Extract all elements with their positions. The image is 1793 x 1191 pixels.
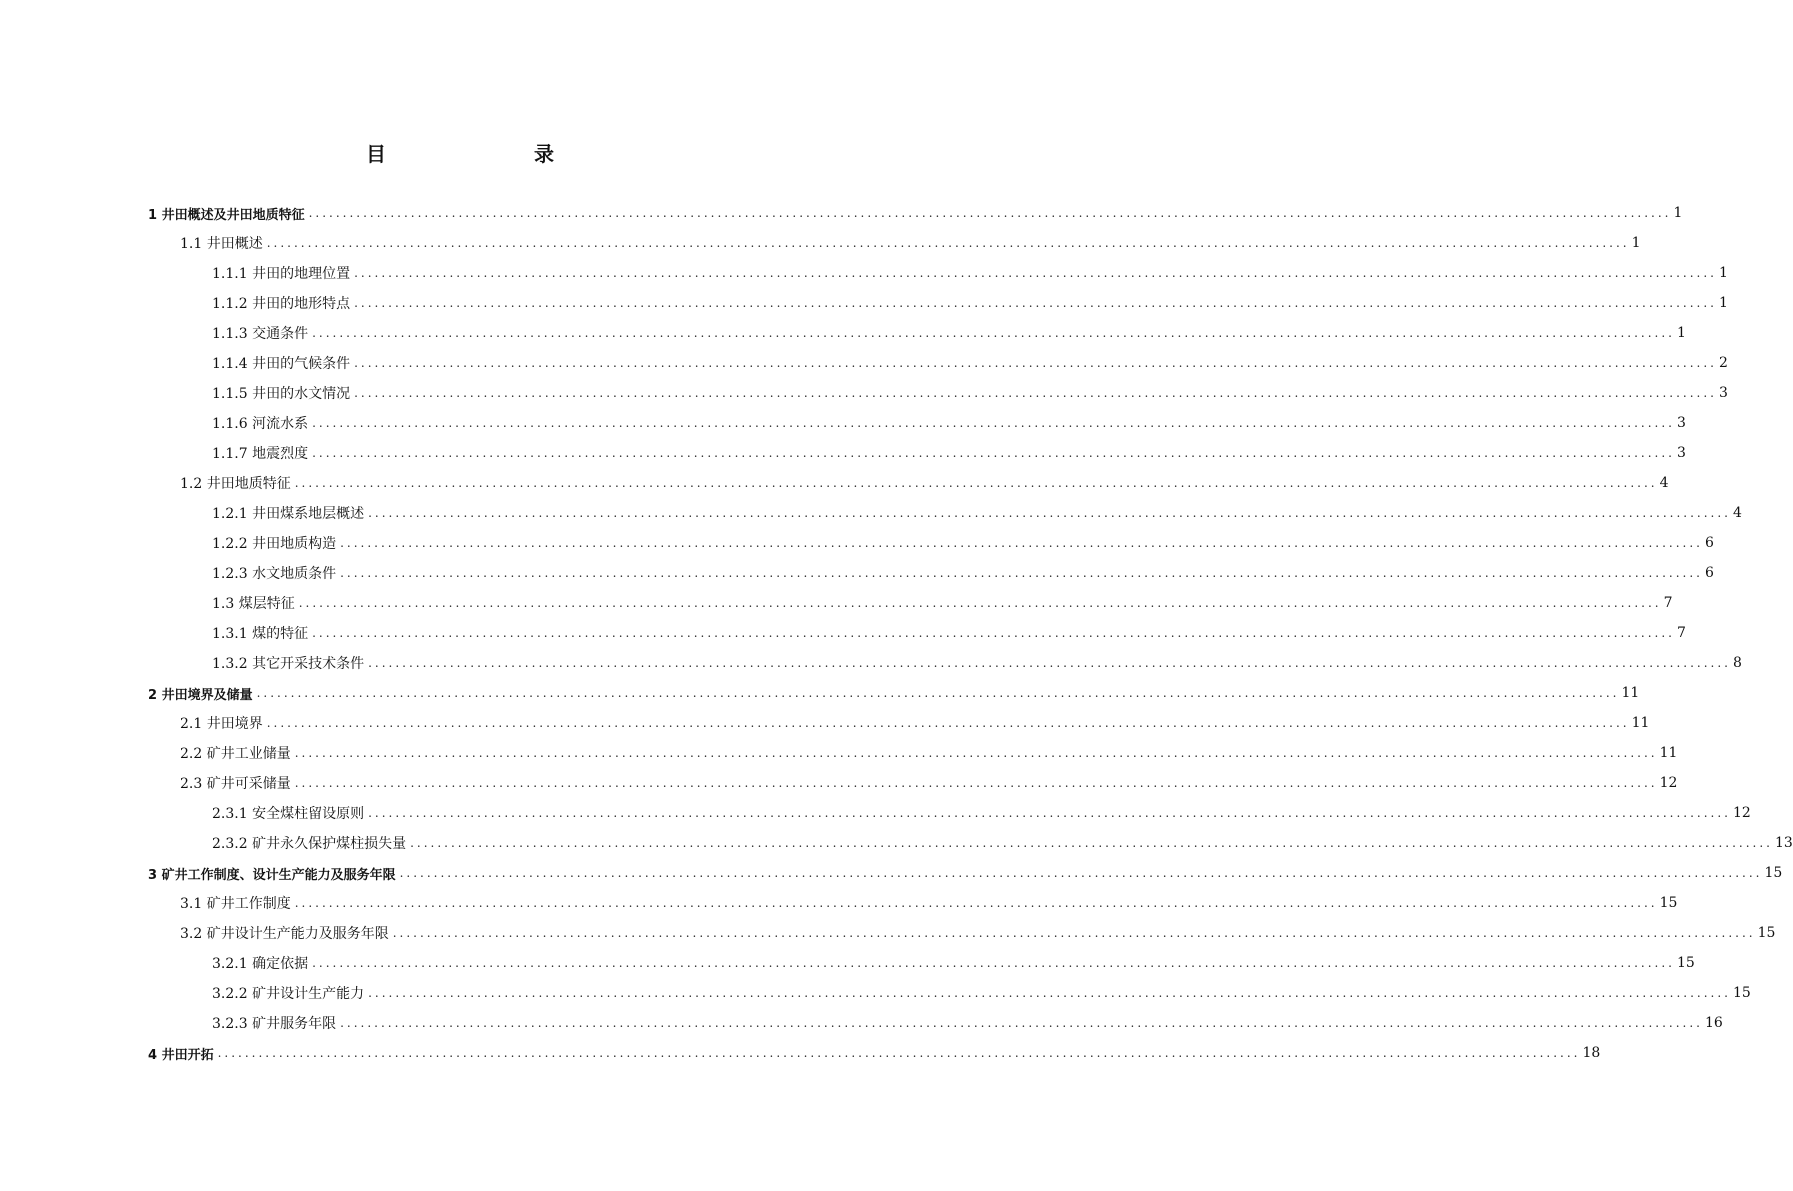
toc-entry-label: 3 矿井工作制度、设计生产能力及服务年限 <box>148 867 396 883</box>
toc-leader-dots: ........................................................................................................................................................................................................ <box>354 386 1717 400</box>
toc-leader-dots: ........................................................................................................................................................................................................ <box>312 626 1675 640</box>
toc-leader-dots: ........................................................................................................................................................................................................ <box>266 716 1630 730</box>
toc-entry[interactable] <box>212 1008 1723 1038</box>
toc-entry[interactable] <box>212 408 1686 438</box>
toc-entry[interactable] <box>212 558 1714 588</box>
toc-entry-page-number: 1 <box>1673 205 1683 221</box>
toc-leader-dots: ........................................................................................................................................................................................................ <box>294 476 1658 490</box>
toc-entry-page-number: 1 <box>1676 325 1686 341</box>
toc-entry-page-number: 1 <box>1631 235 1641 251</box>
toc-entry-label: 3.2.1 确定依据 <box>212 956 309 972</box>
toc-entry[interactable] <box>180 888 1678 918</box>
toc-entry-page-number: 3 <box>1676 415 1686 431</box>
toc-entry-label: 3.2.2 矿井设计生产能力 <box>212 986 365 1002</box>
toc-entry[interactable] <box>212 798 1751 828</box>
toc-leader-dots: ........................................................................................................................................................................................................ <box>399 866 1763 880</box>
toc-entry-label: 3.1 矿井工作制度 <box>180 896 291 912</box>
toc-leader-dots: ........................................................................................................................................................................................................ <box>312 446 1675 460</box>
toc-entry-page-number: 7 <box>1663 595 1673 611</box>
toc-entry-label: 1.2.3 水文地质条件 <box>212 566 337 582</box>
toc-entry-label: 1.1.6 河流水系 <box>212 416 309 432</box>
toc-entry-label: 1.1.4 井田的气候条件 <box>212 356 351 372</box>
toc-entry[interactable] <box>180 708 1650 738</box>
toc-entry[interactable] <box>180 738 1678 768</box>
toc-entry-page-number: 15 <box>1764 865 1783 881</box>
toc-entry-label: 1.1 井田概述 <box>180 236 263 252</box>
toc-entry-page-number: 4 <box>1659 475 1669 491</box>
toc-leader-dots: ........................................................................................................................................................................................................ <box>368 986 1731 1000</box>
toc-entry[interactable] <box>212 528 1714 558</box>
toc-entry-label: 1.3.2 其它开采技术条件 <box>212 656 365 672</box>
toc-entry-page-number: 4 <box>1732 505 1742 521</box>
toc-entry-page-number: 15 <box>1659 895 1678 911</box>
toc-entry[interactable] <box>212 948 1695 978</box>
toc-entry-label: 1.1.7 地震烈度 <box>212 446 309 462</box>
toc-entry-page-number: 12 <box>1732 805 1751 821</box>
toc-entry[interactable] <box>212 498 1742 528</box>
toc-entry-label: 2.2 矿井工业储量 <box>180 746 291 762</box>
toc-leader-dots: ........................................................................................................................................................................................................ <box>340 536 1703 550</box>
toc-entry[interactable] <box>212 288 1728 318</box>
toc-leader-dots: ........................................................................................................................................................................................................ <box>294 776 1658 790</box>
toc-entry-label: 3.2.3 矿井服务年限 <box>212 1016 337 1032</box>
toc-entry-label: 1 井田概述及井田地质特征 <box>148 207 305 223</box>
toc-entry-page-number: 1 <box>1718 265 1728 281</box>
toc-entry-page-number: 13 <box>1774 835 1793 851</box>
toc-leader-dots: ........................................................................................................................................................................................................ <box>298 596 1662 610</box>
toc-leader-dots: ........................................................................................................................................................................................................ <box>294 746 1658 760</box>
toc-entry-page-number: 11 <box>1659 745 1678 761</box>
toc-entry[interactable] <box>180 468 1669 498</box>
toc-entry-label: 2.3.1 安全煤柱留设原则 <box>212 806 365 822</box>
toc-entry-page-number: 15 <box>1676 955 1695 971</box>
toc-entry-label: 2.3.2 矿井永久保护煤柱损失量 <box>212 836 407 852</box>
toc-entry[interactable] <box>212 978 1751 1008</box>
toc-entry-page-number: 12 <box>1659 775 1678 791</box>
toc-entry[interactable] <box>212 318 1686 348</box>
toc-entry[interactable] <box>212 438 1686 468</box>
toc-entry-page-number: 15 <box>1757 925 1776 941</box>
toc-entry-page-number: 8 <box>1732 655 1742 671</box>
toc-entry-label: 1.1.2 井田的地形特点 <box>212 296 351 312</box>
toc-entry[interactable] <box>212 618 1686 648</box>
toc-entry[interactable] <box>212 588 1673 618</box>
toc-entry-page-number: 3 <box>1676 445 1686 461</box>
toc-leader-dots: ........................................................................................................................................................................................................ <box>340 1016 1703 1030</box>
toc-leader-dots: ........................................................................................................................................................................................................ <box>354 356 1717 370</box>
toc-entry-page-number: 15 <box>1732 985 1751 1001</box>
toc-entry[interactable] <box>212 258 1728 288</box>
toc-entry-label: 1.1.3 交通条件 <box>212 326 309 342</box>
toc-entry-page-number: 6 <box>1704 565 1714 581</box>
toc-leader-dots: ........................................................................................................................................................................................................ <box>368 656 1731 670</box>
toc-leader-dots: ........................................................................................................................................................................................................ <box>312 416 1675 430</box>
toc-entry-label: 2.1 井田境界 <box>180 716 263 732</box>
toc-entry[interactable] <box>148 858 1783 888</box>
toc-leader-dots: ........................................................................................................................................................................................................ <box>340 566 1703 580</box>
toc-entry-page-number: 11 <box>1621 685 1640 701</box>
toc-entry-page-number: 6 <box>1704 535 1714 551</box>
toc-entry-page-number: 3 <box>1718 385 1728 401</box>
toc-entry[interactable] <box>148 198 1683 228</box>
toc-leader-dots: ........................................................................................................................................................................................................ <box>354 296 1717 310</box>
toc-entry[interactable] <box>212 828 1793 858</box>
toc-entry-label: 1.2.1 井田煤系地层概述 <box>212 506 365 522</box>
toc-leader-dots: ........................................................................................................................................................................................................ <box>368 506 1731 520</box>
toc-leader-dots: ........................................................................................................................................................................................................ <box>294 896 1658 910</box>
toc-entry[interactable] <box>212 648 1742 678</box>
toc-entry[interactable] <box>180 918 1776 948</box>
toc-entry[interactable] <box>180 768 1678 798</box>
toc-leader-dots: ........................................................................................................................................................................................................ <box>266 236 1630 250</box>
toc-entry-label: 2 井田境界及储量 <box>148 687 253 703</box>
toc-entry[interactable] <box>148 678 1640 708</box>
toc-entry-label: 1.2 井田地质特征 <box>180 476 291 492</box>
toc-entry-label: 1.1.5 井田的水文情况 <box>212 386 351 402</box>
toc-entry-label: 1.3 煤层特征 <box>212 596 295 612</box>
toc-leader-dots: ........................................................................................................................................................................................................ <box>368 806 1731 820</box>
toc-leader-dots: ........................................................................................................................................................................................................ <box>217 1046 1581 1060</box>
toc-leader-dots: ........................................................................................................................................................................................................ <box>354 266 1717 280</box>
toc-entry-page-number: 1 <box>1718 295 1728 311</box>
toc-entry[interactable] <box>212 348 1728 378</box>
toc-entry-page-number: 7 <box>1676 625 1686 641</box>
toc-leader-dots: ........................................................................................................................................................................................................ <box>308 206 1672 220</box>
toc-entry-page-number: 2 <box>1718 355 1728 371</box>
toc-entry[interactable] <box>148 1038 1601 1068</box>
toc-entry-label: 2.3 矿井可采储量 <box>180 776 291 792</box>
toc-entry-page-number: 18 <box>1582 1045 1601 1061</box>
toc-leader-dots: ........................................................................................................................................................................................................ <box>312 956 1675 970</box>
toc-leader-dots: ........................................................................................................................................................................................................ <box>312 326 1675 340</box>
toc-entry-label: 1.3.1 煤的特征 <box>212 626 309 642</box>
toc-leader-dots: ........................................................................................................................................................................................................ <box>256 686 1620 700</box>
toc-leader-dots: ........................................................................................................................................................................................................ <box>410 836 1773 850</box>
toc-entry-label: 3.2 矿井设计生产能力及服务年限 <box>180 926 389 942</box>
toc-entry-page-number: 16 <box>1704 1015 1723 1031</box>
toc-entry-label: 4 井田开拓 <box>148 1047 214 1063</box>
toc-entry-page-number: 11 <box>1631 715 1650 731</box>
toc-title: 目 录 <box>366 142 590 166</box>
toc-entry-label: 1.1.1 井田的地理位置 <box>212 266 351 282</box>
toc-leader-dots: ........................................................................................................................................................................................................ <box>392 926 1756 940</box>
toc-entry[interactable] <box>180 228 1641 258</box>
toc-entry-label: 1.2.2 井田地质构造 <box>212 536 337 552</box>
toc-entry[interactable] <box>212 378 1728 408</box>
